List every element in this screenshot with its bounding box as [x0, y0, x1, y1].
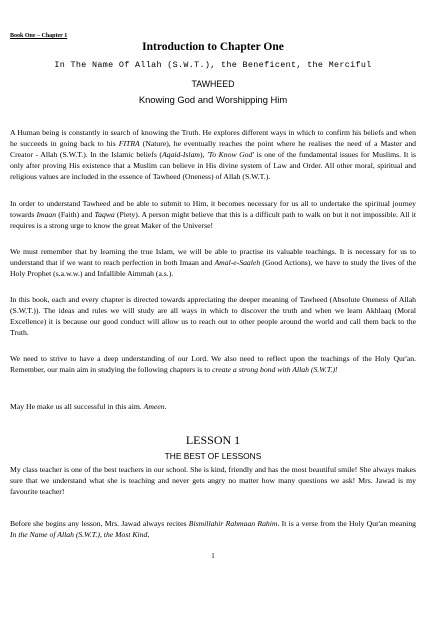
p2-text-e: (Piety). A person might believe that this is a difficult path to walk on but it not impossible. All it requires is a strong urge to know the great Maker of the Universe!	[10, 210, 416, 230]
p2-text-a: In order to understand Tawheed and be able to submit to Him, it becomes necessary for us all to undertake the spiritual journey towards	[10, 199, 416, 219]
p8-text-d: In the Name of Allah (S.W.T.), the Most Kind,	[10, 530, 150, 539]
paragraph-5	[10, 353, 416, 375]
p3-text-b: Amal-e-Saaleh	[214, 258, 261, 267]
p1-text-d: Aqaid-Islam	[161, 150, 200, 159]
p5-text-b: create a strong bond with Allah (S.W.T.)!	[212, 365, 338, 374]
p2-text-b: Imaan	[36, 210, 57, 219]
paragraph-3	[10, 246, 416, 279]
p2-text-d: Taqwa	[94, 210, 115, 219]
paragraph-1	[10, 127, 416, 182]
p3-text-a: We must remember that by learning the true Islam, we will be able to practise its valuable teachings. It is necessary for us to understand that if we want to reach perfection in both Imaan and	[10, 247, 416, 267]
p8-text-a: Before she begins any lesson, Mrs. Jawad always recites	[10, 519, 189, 528]
p7-text-a: My class teacher is one of the best teachers in our school. She is kind, friendly and has the most beautiful smile! She always makes sure that we understand what she is teaching and never gets angry no matter how many questions we ask! Mrs. Jawad is my favourite teacher!	[10, 465, 416, 496]
bismillah-line: In The Name Of Allah (S.W.T.), the Beneficent, the Merciful	[54, 60, 372, 70]
paragraph-2	[10, 198, 416, 231]
p2-text-c: (Faith) and	[56, 210, 95, 219]
p6-text-a: May He make us all successful in this aim.	[10, 402, 144, 411]
paragraph-7	[10, 464, 416, 497]
p1-text-a: A Human being is constantly in search of knowing the Truth. He explores different ways in which to confirm his beliefs and when he succeeds in going back to his	[10, 128, 416, 148]
p3-text-c: (Good Actions), we have to study the lives of the Holy Prophet (s.a.w.w.) and Infallible Aimmah (a.s.).	[10, 258, 417, 278]
p6-text-b: Ameen.	[143, 402, 167, 411]
p8-text-c: . It is a verse from the Holy Qur'an meaning	[277, 519, 417, 528]
section-subheading: Knowing God and Worshipping Him	[138, 94, 288, 105]
lesson-title: LESSON 1	[185, 433, 241, 447]
p5-text-a: We need to strive to have a deep understanding of our Lord. We also need to reflect upon the teachings of the Holy Qur'an. Remember, our main aim in studying the following chapters is to	[10, 354, 416, 374]
paragraph-6	[10, 401, 416, 412]
paragraph-4	[10, 294, 416, 338]
p1-text-c: (Nature), he eventually reaches the point where he realises the need of a Master and Creator - Allah (S.W.T.). In the Islamic beliefs (	[10, 139, 417, 159]
chapter-title: Introduction to Chapter One	[142, 41, 284, 53]
p1-text-b: FITRA	[118, 139, 140, 148]
paragraph-8	[10, 518, 416, 540]
page-number: 1	[211, 552, 215, 560]
p1-text-f: 'To Know God'	[207, 150, 255, 159]
section-heading: TAWHEED	[191, 79, 235, 89]
p4-text-a: In this book, each and every chapter is directed towards appreciating the deeper meaning of Tawheed (Absolute Oneness of Allah (S.W.T.)). The ideas and rules we will study are all ways in which to discover the truth and when we learn Akhlaaq (Moral Excellence) it is because our good conduct will allow us to reach out to other people around the world and call them back to the Truth.	[10, 295, 416, 337]
running-head: Book One – Chapter 1	[10, 33, 68, 39]
p8-text-b: Bismillahir Rahmaan Rahim	[188, 519, 278, 528]
p1-text-g: is one of the fundamental issues for Muslims. It is only after proving His existence that a Muslim can believe in His divine system of Law and Order. All other moral, spiritual and religious values are included in the essence of Tawheed (Oneness) of Allah (S.W.T.).	[10, 150, 417, 181]
lesson-subtitle: THE BEST OF LESSONS	[164, 451, 262, 461]
p1-text-e: ),	[199, 150, 208, 159]
